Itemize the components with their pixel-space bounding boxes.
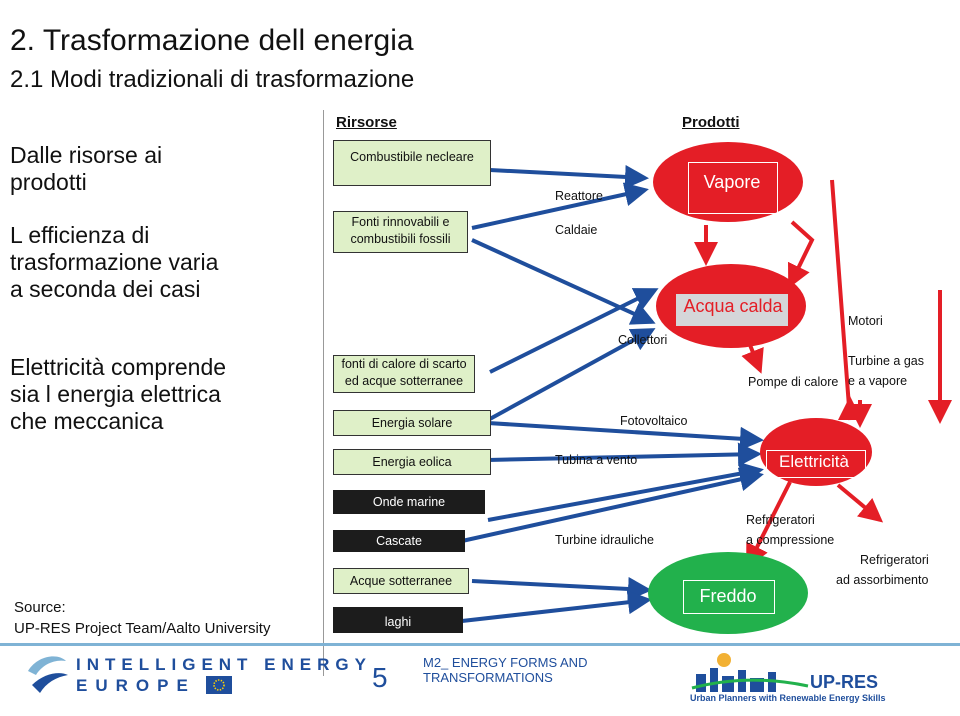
label-compression-chillers-1: Refrigeratori [746,513,815,527]
label-photovoltaic: Fotovoltaico [620,414,688,428]
resource-wind: Energia eolica [333,449,491,475]
bullet-1-text: Dalle risorse ai prodotti [10,142,163,195]
label-compression-chillers-2: a compressione [746,533,835,547]
resource-renewables-fossil: Fonti rinnovabili e combustibili fossili [333,211,468,253]
resource-lakes: laghi [333,607,463,633]
city-skyline-icon [690,648,810,692]
intelligent-energy-text: INTELLIGENT ENERGY [76,655,372,674]
source-text: UP-RES Project Team/Aalto University [14,620,271,637]
europe-text: EUROPE [76,676,196,695]
eu-flag-icon [206,676,232,694]
diagram-header-resources: Rirsorse [336,114,397,131]
label-boilers: Caldaie [555,223,598,237]
bullet-2-text: L efficienza di trasformazione varia a seconda dei casi [10,222,219,302]
label-collectors: Collettori [618,333,668,347]
product-steam-label: Vapore [703,172,761,192]
slide-subtitle: 2.1 Modi tradizionali di trasformazione [10,66,415,93]
resource-waste-heat: fonti di calore di scarto ed acque sotterranee [333,355,475,393]
diagram-header-products: Prodotti [682,114,740,131]
upres-tagline: Urban Planners with Renewable Energy Skills [690,693,886,703]
label-absorption-chillers-1: Refrigeratori [860,553,929,567]
source-label: Source: [14,599,66,616]
bullet-3-text: Elettricità comprende sia l energia elettrica che meccanica [10,354,227,434]
resource-groundwater: Acque sotterranee [333,568,469,594]
footer-divider [0,643,960,646]
label-hydro-turbines: Turbine idrauliche [555,533,654,547]
product-arrows [706,180,940,565]
label-steam-turbines: e a vapore [848,374,908,388]
label-absorption-chillers-2: ad assorbimento [836,573,929,587]
label-wind-turbine: Tubina a vento [555,453,638,467]
slide-title: 2. Trasformazione dell energia [10,24,414,57]
product-electricity-label: Elettricità [779,452,849,471]
page-number: 5 [372,662,388,693]
label-heat-pumps: Pompe di calore [748,375,839,389]
label-engines: Motori [848,314,883,328]
label-gas-turbines: Turbine a gas [848,354,924,368]
module-title-line-2: TRANSFORMATIONS [423,670,553,685]
upres-logo-text: UP-RES [810,672,879,692]
resource-waves: Onde marine [333,490,485,514]
module-title [423,655,587,685]
resource-waterfalls: Cascate [333,530,465,552]
product-hot-water-label: Acqua calda [683,296,783,316]
intelligent-energy-logo-icon [24,651,70,697]
module-title-line-1: M2_ ENERGY FORMS AND [423,655,588,670]
product-cold-label: Freddo [699,586,757,606]
resource-nuclear: Combustibile necleare [333,140,491,186]
resource-solar: Energia solare [333,410,491,436]
label-reactor: Reattore [555,189,603,203]
